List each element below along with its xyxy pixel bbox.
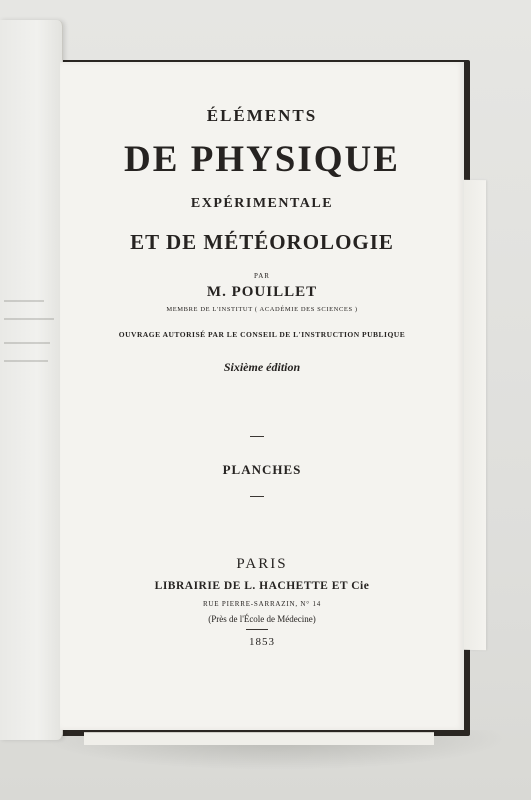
address-note: (Près de l'École de Médecine): [208, 614, 316, 624]
author-name: M. POUILLET: [206, 284, 318, 300]
publisher-address: RUE PIERRE-SARRAZIN, N° 14: [202, 600, 322, 608]
section-title: PLANCHES: [222, 462, 302, 477]
flyleaf-show-through: [4, 300, 44, 302]
divider-rule: [250, 496, 264, 497]
main-title: DE PHYSIQUE: [124, 139, 400, 180]
publisher: LIBRAIRIE DE L. HACHETTE ET Cie: [154, 580, 370, 592]
divider-rule: [246, 629, 268, 630]
title-elements: ÉLÉMENTS: [206, 106, 318, 125]
subtitle-meteorologie: ET DE MÉTÉOROLOGIE: [130, 230, 394, 254]
flyleaf-show-through: [4, 318, 54, 320]
paper-slip: [462, 180, 486, 650]
page-edges: [84, 732, 434, 745]
flyleaf-page: [0, 20, 63, 740]
publication-year: 1853: [249, 636, 275, 648]
authorization-note: OUVRAGE AUTORISÉ PAR LE CONSEIL DE L'INSTRUCTION PUBLIQUE: [118, 330, 406, 339]
title-page: [60, 62, 464, 730]
divider-rule: [250, 436, 264, 437]
by-label: PAR: [254, 272, 270, 280]
edition: Sixième édition: [223, 360, 301, 374]
flyleaf-show-through: [4, 342, 50, 344]
subtitle-experimentale: EXPÉRIMENTALE: [190, 196, 334, 211]
author-role: MEMBRE DE L'INSTITUT ( ACADÉMIE DES SCIENCES ): [166, 306, 358, 313]
city: PARIS: [236, 556, 288, 572]
flyleaf-show-through: [4, 360, 48, 362]
